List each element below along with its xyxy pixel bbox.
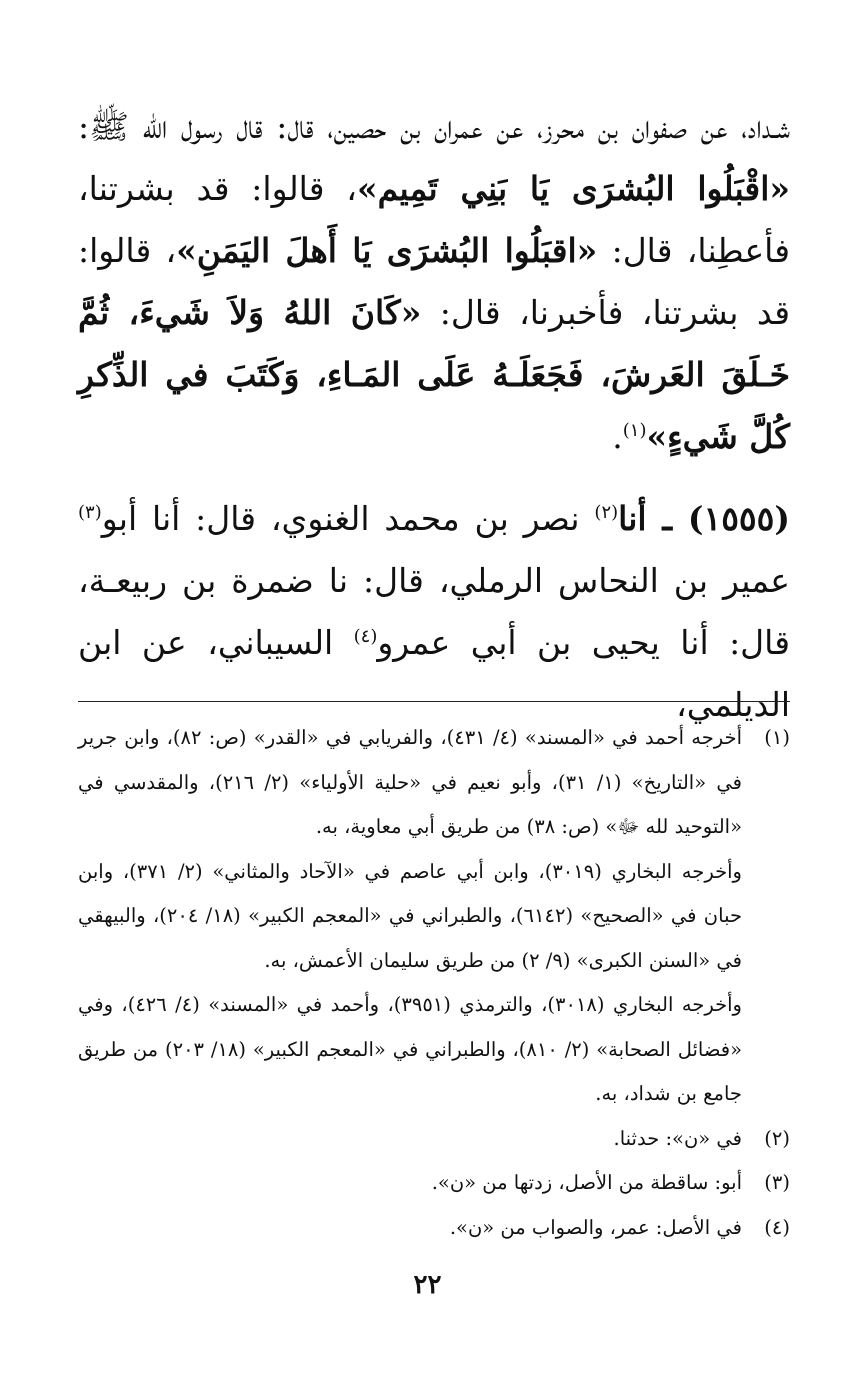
hadith-number: (١٥٥٥): [687, 499, 790, 538]
footnote-body: [78, 1117, 742, 1162]
paragraph-hadith-chain: [78, 96, 790, 468]
page-body: [78, 96, 790, 736]
page-number: ٢٢: [413, 1270, 442, 1300]
narration-text: ، قالوا: قد بشرتنا، فأخبرنا، قال:: [78, 231, 790, 332]
narration-text: عمير بن النحاس الرملي، قال: نا ضمرة بن ربيعـة، قال: أنا يحيى بن أبي عمرو: [78, 561, 790, 662]
footnote-ref[interactable]: (٣): [78, 502, 102, 523]
footnote-ref[interactable]: (٤): [353, 626, 378, 647]
narration-text: .: [612, 417, 623, 456]
hadith-quote: «كَانَ اللهُ وَلاَ شَيءَ، ثُمَّ خَـلَقَ العَرشَ، فَجَعَلَـهُ عَلَى المَـاءِ، وَكَتَبَ في الذِّكرِ كُلَّ شَيءٍ»: [78, 293, 790, 456]
footnote-body: [78, 1161, 742, 1206]
footnote-number: (٢): [764, 1126, 790, 1150]
narration-text: نصر بن محمد الغنوي، قال: أنا أبو: [101, 499, 595, 538]
footnotes: [78, 716, 790, 1250]
footnote-body: [78, 1206, 742, 1251]
footnote-paragraph: أبو: ساقطة من الأصل، زدتها من «ن».: [431, 1171, 742, 1194]
footnote-paragraph: في الأصل: عمر، والصواب من «ن».: [449, 1215, 742, 1239]
narration-text: ، قالوا: قد بشرتنا، فأعطِنا، قال:: [78, 169, 791, 270]
footnote-ref[interactable]: (١): [622, 420, 647, 441]
footnote-number: (٤): [764, 1215, 790, 1239]
footnote-4: [78, 1206, 790, 1251]
footnote-paragraph: أخرجه أحمد في «المسند» (٤/ ٤٣١)، والفريابي في «القدر» (ص: ٨٢)، وابن جرير في «التاريخ» (١/ ٣١)، وأبو نعيم في «حلية الأولياء» (٢/ ٢١٦)، والمقدسي في «التوحيد لله ﷻ» (ص: ٣٨) من طريق أبي معاوية، به.: [78, 726, 742, 838]
footnote-paragraph: وأخرجه البخاري (٣٠١٨)، والترمذي (٣٩٥١)، وأحمد في «المسند» (٤/ ٤٢٦)، وفي «فضائل الصحابة» (٢/ ٨١٠)، والطبراني في «المعجم الكبير» (١٨/ ٢٠٣) من طريق جامع بن شداد، به.: [78, 993, 742, 1105]
footnote-number: (١): [764, 726, 790, 749]
paragraph-hadith-1555: [78, 488, 790, 736]
footnote-3: [78, 1161, 790, 1206]
narration-text: ـ أنا: [618, 499, 688, 538]
footnote-body: [78, 716, 742, 1117]
footnote-number: (٣): [764, 1171, 790, 1194]
main-text: [78, 96, 790, 736]
footnote-paragraph: في «ن»: حدثنا.: [613, 1126, 742, 1150]
footnote-2: [78, 1117, 790, 1162]
hadith-quote: «اقبَلُوا البُشرَى يَا أَهلَ اليَمَنِ»: [176, 231, 598, 270]
narration-text: شـداد، عن صفوان بن محرز، عن عمران بن حصين، قال: قال رسول الله ﷺ:: [78, 107, 790, 146]
narration-text: السيباني، عن ابن الديلمي،: [78, 623, 790, 724]
footnote-ref[interactable]: (٢): [594, 502, 619, 523]
footnote-paragraph: وأخرجه البخاري (٣٠١٩)، وابن أبي عاصم في «الآحاد والمثاني» (٢/ ٣٧١)، وابن حبان في «الصحيح» (٦١٤٢)، والطبراني في «المعجم الكبير» (١٨/ ٢٠٤)، والبيهقي في «السنن الكبرى» (٩/ ٢) من طريق سليمان الأعمش، به.: [78, 859, 743, 972]
footnote-divider: [78, 701, 790, 702]
footnote-1: [78, 716, 790, 1117]
hadith-quote: «اقْبَلُوا البُشرَى يَا بَنِي تَمِيم»: [356, 169, 790, 208]
